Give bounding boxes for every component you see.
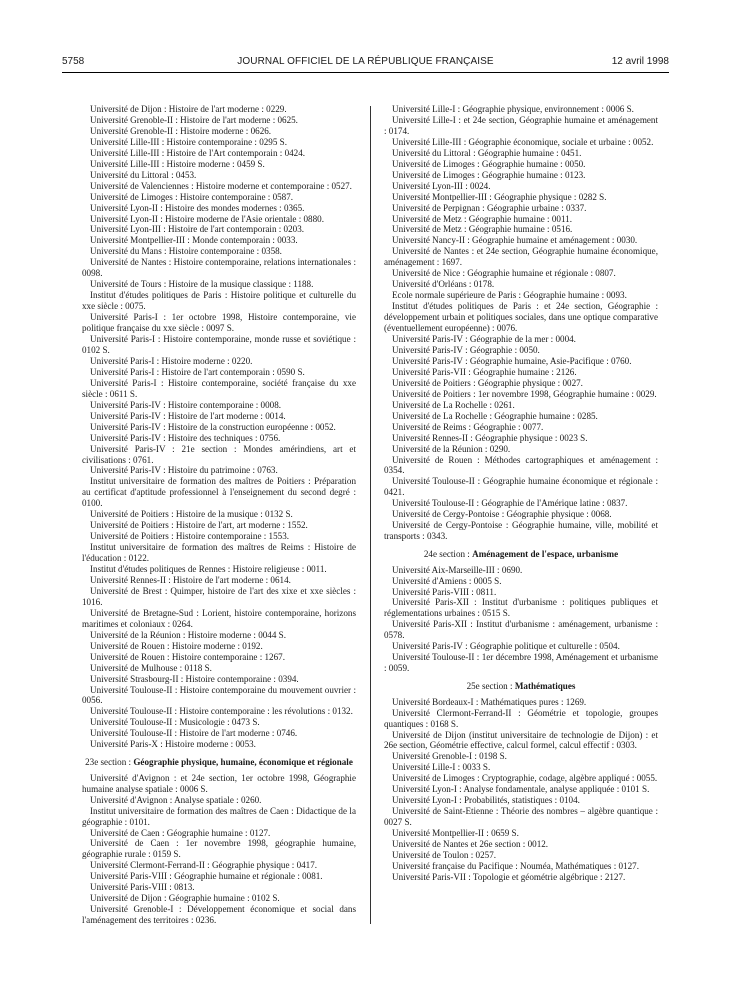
entry: Institut d'études politiques de Rennes : Histoire religieuse : 0011. [90,564,327,575]
entry: Université d'Avignon : Analyse spatiale : 0260. [90,794,262,805]
entry: Université Nancy-II : Géographie humaine et aménagement : 0030. [392,235,638,246]
entry: Université d'Orléans : 0178. [392,279,495,290]
left-column [82,104,356,926]
entry: Université du Mans : Histoire contemporaine : 0358. [90,246,282,257]
entry: Université Paris-I : Histoire moderne : 0220. [90,355,253,366]
entry: Université d'Avignon : et 24e section, 1er octobre 1998, Géographie humaine analyse spatiale : 0006 S. [82,772,356,794]
entry: Université de Poitiers : Géographie physique : 0027. [392,377,583,388]
entry-list [384,697,658,883]
entry: Université Paris-VII : Topologie et géométrie algébrique : 2127. [392,871,626,882]
entry: Université Lyon-I : Probabilités, statistiques : 0104. [392,795,580,806]
entry: Ecole normale supérieure de Paris : Géographie humaine : 0093. [392,290,627,301]
entry: Université de Mulhouse : 0118 S. [90,662,212,673]
entry: Université de Poitiers : Histoire de l'art, art moderne : 1552. [90,520,308,531]
entry: Université de la Réunion : 0290. [392,443,511,454]
entry: Université de Cergy-Pontoise : Géographie physique : 0068. [392,509,612,520]
entry: Université Strasbourg-II : Histoire contemporaine : 0394. [90,673,299,684]
entry: Université Grenoble-II : Histoire de l'art moderne : 0625. [90,114,298,125]
entry: Université de Nantes : Histoire contemporaine, relations internationales : 0098. [82,257,356,279]
entry: Université de Poitiers : Histoire contemporaine : 1553. [90,531,290,542]
entry: Université de Metz : Géographie humaine : 0516. [392,224,573,235]
entry: Université Paris-XII : Institut d'urbanisme : politiques publiques et réglementations urbaines : 0515 S. [384,597,658,619]
entry: Université Aix-Marseille-III : 0690. [392,564,523,575]
entry: Université de Dijon : Géographie humaine : 0102 S. [90,893,280,904]
entry-list [384,565,658,675]
entry: Université de Poitiers : Histoire de la musique : 0132 S. [90,509,293,520]
entry: Université Paris-XII : Institut d'urbanisme : aménagement, urbanisme : 0578. [384,619,658,641]
section-title: Mathématiques [514,681,576,692]
section-number: 23e section : [85,757,132,768]
entry: Université de Saint-Etienne : Théorie des nombres – algèbre quantique : 0027 S. [384,806,658,828]
entry: Université Montpellier-II : 0659 S. [392,828,519,839]
entry: Université Lille-I : Géographie physique, environnement : 0006 S. [392,104,634,114]
entry: Université Paris-I : Histoire contemporaine, monde russe et soviétique : 0102 S. [82,334,356,355]
entry: Université de Caen : Géographie humaine : 0127. [90,827,271,838]
entry: Institut universitaire de formation des maîtres de Poitiers : Préparation au certificat d'aptitude professionnel à l'enseignement du second degré : 0100. [82,476,356,509]
page-number: 5758 [62,56,85,67]
entry: Université Lille-I : et 24e section, Géographie humaine et aménagement : 0174. [384,114,658,136]
entry: Université Paris-IV : Géographie : 0050. [392,344,540,355]
entry: Université Toulouse-II : Musicologie : 0473 S. [90,717,260,728]
entry: Université de Cergy-Pontoise : Géographie humaine, ville, mobilité et transports : 0343. [384,520,658,542]
entry: Université Rennes-II : Histoire de l'art moderne : 0614. [90,574,291,585]
section-title: Géographie physique, humaine, économique et régionale [133,757,353,768]
entry: Institut d'études politiques de Paris : Histoire politique et culturelle du xxe siècle : 0075. [82,290,356,312]
entry: Université Montpellier-III : Monde contemporain : 0033. [90,235,298,246]
entry: Université de La Rochelle : 0261. [392,399,515,410]
entry: Université Rennes-II : Géographie physique : 0023 S. [392,432,588,443]
entry: Université de Reims : Géographie : 0077. [392,421,544,432]
entry: Université Lille-III : Histoire contemporaine : 0295 S. [90,136,287,147]
entry: Université Lyon-II : Histoire des mondes modernes : 0365. [90,202,305,213]
entry: Université Paris-IV : Géographie de la mer : 0004. [392,334,576,345]
entry: Université Paris-VIII : 0813. [90,882,195,893]
entry: Université Paris-IV : Géographie politique et culturelle : 0504. [392,641,620,652]
section-number: 25e section : [466,681,513,692]
entry: Université de Toulon : 0257. [392,850,497,860]
entry: Institut universitaire de formation des maîtres de Caen : Didactique de la géographie : 0101. [82,805,356,827]
entry: Université du Littoral : 0453. [90,169,197,180]
entry: Université de La Rochelle : Géographie humaine : 0285. [392,410,598,421]
entry: Université Lyon-III : 0024. [392,180,491,191]
entry: Université de Tours : Histoire de la musique classique : 1188. [90,279,314,290]
entry: Université de Dijon : Histoire de l'art moderne : 0229. [90,104,287,114]
entry-list [384,104,658,542]
entry: Université Grenoble-II : Histoire moderne : 0626. [90,125,272,136]
entry: Université de Limoges : Histoire contemporaine : 0587. [90,191,294,202]
entry: Université Paris-VIII : Géographie humaine et régionale : 0081. [90,871,323,882]
entry: Université Toulouse-II : 1er décembre 1998, Aménagement et urbanisme : 0059. [384,652,658,674]
entry: Université Paris-IV : Histoire des techniques : 0756. [90,432,281,443]
entry: Université de la Réunion : Histoire moderne : 0044 S. [90,629,286,640]
entry: Université Bordeaux-I : Mathématiques pures : 1269. [392,696,587,707]
entry: Université Grenoble-I : 0198 S. [392,751,507,762]
section-heading [384,681,658,692]
entry: Université Toulouse-II : Histoire contemporaine : les révolutions : 0132. [90,706,353,717]
entry: Université Paris-I : Histoire contemporaine, société française du xxe siècle : 0611 S. [82,377,356,399]
entry: Université Toulouse-II : Histoire de l'art moderne : 0746. [90,728,298,739]
entry: Université Paris-VII : Géographie humaine : 2126. [392,366,577,377]
entry: Université Lyon-I : Analyse fondamentale, analyse appliquée : 0101 S. [392,784,650,795]
entry: Université Paris-VIII : 0811. [392,586,497,597]
entry: Université de Dijon (institut universitaire de technologie de Dijon) : et 26e section, Géométrie effective, calcul formel, calcul effectif : 0303. [384,729,658,751]
section-title: Aménagement de l'espace, urbanisme [472,549,619,560]
entry: Université Lyon-III : Histoire de l'art contemporain : 0203. [90,224,305,235]
entry: Université Paris-X : Histoire moderne : 0053. [90,739,256,750]
entry: Université Lille-III : Histoire moderne : 0459 S. [90,158,265,169]
entry: Université de Rouen : Histoire contemporaine : 1267. [90,651,285,662]
entry: Université Paris-IV : Histoire de l'art moderne : 0014. [90,410,286,421]
entry: Université Montpellier-III : Géographie physique : 0282 S. [392,191,607,202]
entry: Université Toulouse-II : Géographie humaine économique et régionale : 0421. [384,476,658,498]
entry: Université Paris-IV : 21e section : Mondes amérindiens, art et civilisations : 0761. [82,443,356,465]
column-divider [370,106,371,924]
entry: Université Lille-I : 0033 S. [392,762,491,773]
entry: Université de Valenciennes : Histoire moderne et contemporaine : 0527. [90,180,352,191]
entry: Université du Littoral : Géographie humaine : 0451. [392,147,582,158]
entry: Université de Nantes et 26e section : 0012. [392,839,549,850]
entry: Université de Limoges : Géographie humaine : 0123. [392,169,586,180]
entry: Université Paris-I : Histoire de l'art contemporain : 0590 S. [90,366,305,377]
entry: Université de Nice : Géographie humaine et régionale : 0807. [392,268,616,279]
entry: Université Paris-IV : Histoire de la construction européenne : 0052. [90,421,336,432]
entry: Université de Perpignan : Géographie urbaine : 0337. [392,202,587,213]
entry: Université Toulouse-II : Géographie de l'Amérique latine : 0837. [392,498,628,509]
entry-list [82,104,356,750]
right-column [384,104,658,883]
journal-title: JOURNAL OFFICIEL DE LA RÉPUBLIQUE FRANÇAISE [237,56,494,67]
entry: Université de Metz : Géographie humaine : 0011. [392,213,572,224]
entry: Université d'Amiens : 0005 S. [392,575,502,586]
entry: Université Paris-I : 1er octobre 1998, Histoire contemporaine, vie politique française du xxe siècle : 0097 S. [82,312,356,334]
entry: Université Paris-IV : Histoire du patrimoine : 0763. [90,465,278,476]
entry: Institut d'études politiques de Paris : et 24e section, Géographie : développement urbain et politiques sociales, dans une optique comparative (éventuellement européenne) : 0076. [384,301,658,334]
entry: Université de Bretagne-Sud : Lorient, histoire contemporaine, horizons maritimes et coloniaux : 0264. [82,607,356,629]
entry: Université de Nantes : et 24e section, Géographie humaine économique, aménagement : 1697. [384,246,658,268]
entry: Université Toulouse-II : Histoire contemporaine du mouvement ouvrier : 0056. [82,684,356,706]
section-heading [384,549,658,560]
entry: Université de Poitiers : 1er novembre 1998, Géographie humaine : 0029. [392,388,657,399]
entry-list [82,773,356,926]
entry: Université française du Pacifique : Nouméa, Mathématiques : 0127. [392,860,639,871]
entry: Université de Rouen : Méthodes cartographiques et aménagement : 0354. [384,454,658,476]
entry: Université de Limoges : Géographie humaine : 0050. [392,158,586,169]
entry: Université Lille-III : Histoire de l'Art contemporain : 0424. [90,147,306,158]
entry: Université de Caen : 1er novembre 1998, géographie humaine, géographie rurale : 0159 S. [82,838,356,860]
section-heading [82,757,356,768]
running-header [62,56,669,70]
issue-date: 12 avril 1998 [611,56,669,67]
entry: Université Paris-IV : Histoire contemporaine : 0008. [90,399,282,410]
entry: Université Clermont-Ferrand-II : Géométrie et topologie, groupes quantiques : 0168 S. [384,707,658,729]
entry: Université Paris-IV : Géographie humaine, Asie-Pacifique : 0760. [392,355,632,366]
entry: Université Lille-III : Géographie économique, sociale et urbaine : 0052. [392,136,654,147]
entry: Université de Limoges : Cryptographie, codage, algèbre appliqué : 0055. [392,773,658,784]
entry: Université Lyon-II : Histoire moderne de l'Asie orientale : 0880. [90,213,324,224]
entry: Université Clermont-Ferrand-II : Géographie physique : 0417. [90,860,318,871]
header-rule [62,72,669,73]
entry: Université de Rouen : Histoire moderne : 0192. [90,640,263,651]
entry: Institut universitaire de formation des maîtres de Reims : Histoire de l'éducation : 0122. [82,542,356,564]
entry: Université Grenoble-I : Développement économique et social dans l'aménagement des territoires : 0236. [82,904,356,926]
entry: Université de Brest : Quimper, histoire de l'art des xixe et xxe siècles : 1016. [82,585,356,607]
section-number: 24e section : [423,549,470,560]
